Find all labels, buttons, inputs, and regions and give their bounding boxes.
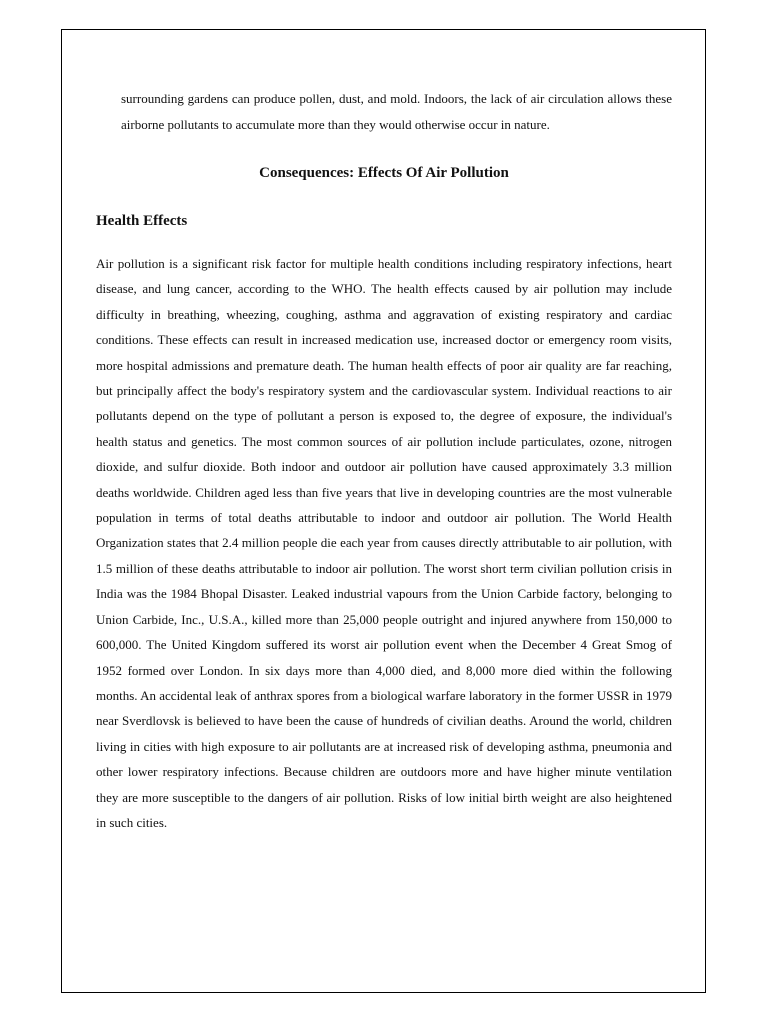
section-title: Consequences: Effects Of Air Pollution: [259, 165, 509, 181]
sub-heading: Health Effects: [96, 213, 188, 229]
intro-paragraph: surrounding gardens can produce pollen, dust, and mold. Indoors, the lack of air circulation allows these airborne pollutants to accumulate more than they would otherwise occur in nature.: [121, 91, 672, 132]
document-page: [61, 29, 706, 993]
page-content: [96, 86, 672, 835]
body-paragraph: Air pollution is a significant risk factor for multiple health conditions including respiratory infections, heart disease, and lung cancer, according to the WHO. The health effects caused by air pollution may include difficulty in breathing, wheezing, coughing, asthma and aggravation of existing respiratory and cardiac conditions. These effects can result in increased medication use, increased doctor or emergency room visits, more hospital admissions and premature death. The human health effects of poor air quality are far reaching, but principally affect the body's respiratory system and the cardiovascular system. Individual reactions to air pollutants depend on the type of pollutant a person is exposed to, the degree of exposure, the individual's health status and genetics. The most common sources of air pollution include particulates, ozone, nitrogen dioxide, and sulfur dioxide. Both indoor and outdoor air pollution have caused approximately 3.3 million deaths worldwide. Children aged less than five years that live in developing countries are the most vulnerable population in terms of total deaths attributable to indoor and outdoor air pollution. The World Health Organization states that 2.4 million people die each year from causes directly attributable to air pollution, with 1.5 million of these deaths attributable to indoor air pollution. The worst short term civilian pollution crisis in India was the 1984 Bhopal Disaster. Leaked industrial vapours from the Union Carbide factory, belonging to Union Carbide, Inc., U.S.A., killed more than 25,000 people outright and injured anywhere from 150,000 to 600,000. The United Kingdom suffered its worst air pollution event when the December 4 Great Smog of 1952 formed over London. In six days more than 4,000 died, and 8,000 more died within the following months. An accidental leak of anthrax spores from a biological warfare laboratory in the former USSR in 1979 near Sverdlovsk is believed to have been the cause of hundreds of civilian deaths. Around the world, children living in cities with high exposure to air pollutants are at increased risk of developing asthma, pneumonia and other lower respiratory infections. Because children are outdoors more and have higher minute ventilation they are more susceptible to the dangers of air pollution. Risks of low initial birth weight are also heightened in such cities.: [96, 256, 672, 830]
